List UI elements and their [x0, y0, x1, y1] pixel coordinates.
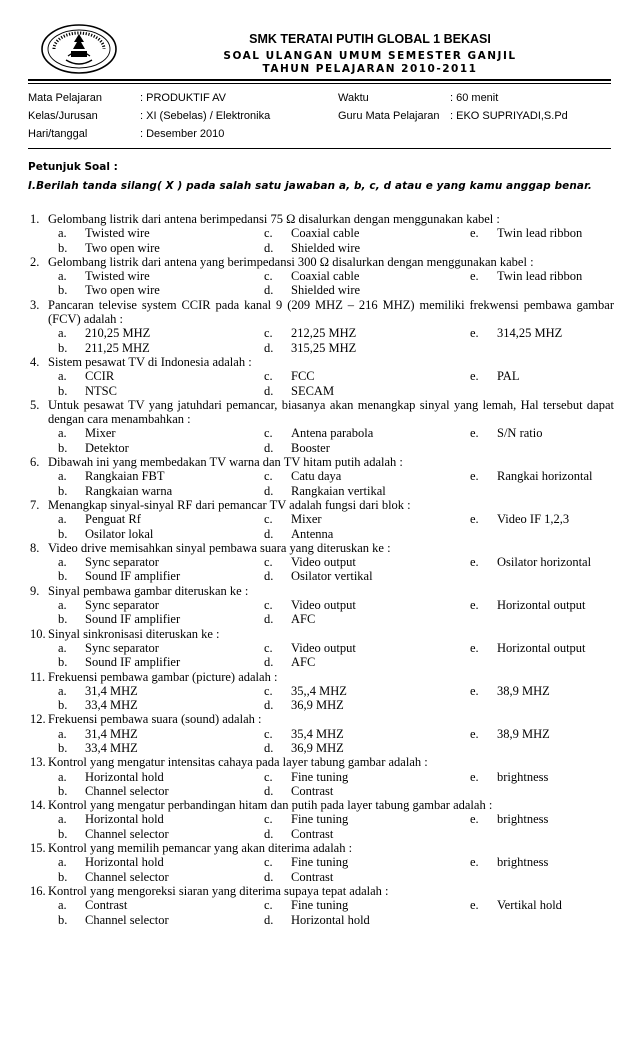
option-letter: e.: [470, 598, 479, 613]
option-letter: c.: [264, 726, 273, 741]
option-d[interactable]: AFC: [291, 655, 316, 670]
question-number: 15.: [30, 841, 46, 856]
option-d[interactable]: Booster: [291, 440, 330, 455]
class-value: : XI (Sebelas) / Elektronika: [140, 110, 271, 122]
option-letter: a.: [58, 812, 67, 827]
question-number: 8.: [30, 540, 40, 555]
option-letter: d.: [264, 440, 274, 455]
option-e[interactable]: 314,25 MHZ: [497, 326, 563, 341]
options-row-ace: [30, 684, 614, 698]
option-c[interactable]: Video output: [291, 598, 356, 613]
options-row-ace: [30, 469, 614, 483]
option-c[interactable]: Fine tuning: [291, 898, 349, 913]
options-row-bd: [30, 698, 614, 712]
option-letter: d.: [264, 383, 274, 398]
option-e[interactable]: 38,9 MHZ: [497, 726, 550, 741]
question-number: 14.: [30, 798, 46, 813]
question-6: [30, 455, 614, 469]
option-e[interactable]: Twin lead ribbon: [497, 226, 583, 241]
question-4: [30, 355, 614, 369]
option-letter: e.: [470, 469, 479, 484]
option-e[interactable]: brightness: [497, 812, 549, 827]
question-11: [30, 670, 614, 684]
option-letter: b.: [58, 869, 68, 884]
option-letter: c.: [264, 269, 273, 284]
option-d[interactable]: 36,9 MHZ: [291, 740, 344, 755]
option-letter: b.: [58, 740, 68, 755]
question-list: [30, 212, 614, 927]
option-b[interactable]: NTSC: [85, 383, 117, 398]
option-letter: b.: [58, 283, 68, 298]
option-letter: e.: [470, 640, 479, 655]
options-row-ace: [30, 812, 614, 826]
option-letter: c.: [264, 512, 273, 527]
option-a[interactable]: Sync separator: [85, 640, 159, 655]
subject-label: Mata Pelajaran: [28, 92, 102, 104]
question-number: 6.: [30, 455, 40, 470]
option-c[interactable]: Catu daya: [291, 469, 342, 484]
option-letter: a.: [58, 369, 67, 384]
options-row-bd: [30, 441, 614, 455]
option-e[interactable]: Osilator horizontal: [497, 555, 592, 570]
option-e[interactable]: 38,9 MHZ: [497, 683, 550, 698]
option-c[interactable]: Video output: [291, 555, 356, 570]
option-letter: b.: [58, 440, 68, 455]
option-letter: a.: [58, 640, 67, 655]
option-letter: a.: [58, 855, 67, 870]
option-b[interactable]: Sound IF amplifier: [85, 655, 181, 670]
option-a[interactable]: Sync separator: [85, 555, 159, 570]
question-number: 2.: [30, 254, 40, 269]
time-label: Waktu: [338, 92, 369, 104]
option-letter: d.: [264, 912, 274, 927]
option-letter: e.: [470, 812, 479, 827]
option-e[interactable]: Horizontal output: [497, 598, 586, 613]
option-letter: b.: [58, 698, 68, 713]
question-text: Pancaran televise system CCIR pada kanal 9 (209 MHZ – 216 MHZ) memiliki frekwensi pembawa gambar: [48, 297, 614, 312]
options-row-ace: [30, 855, 614, 869]
options-row-bd: [30, 569, 614, 583]
option-d[interactable]: SECAM: [291, 383, 335, 398]
question-7: [30, 498, 614, 512]
option-d[interactable]: Shielded wire: [291, 240, 361, 255]
option-letter: c.: [264, 369, 273, 384]
options-row-ace: [30, 426, 614, 440]
option-c[interactable]: 35,4 MHZ: [291, 726, 344, 741]
option-b[interactable]: Channel selector: [85, 783, 169, 798]
option-letter: d.: [264, 283, 274, 298]
option-letter: a.: [58, 598, 67, 613]
time-value: : 60 menit: [450, 92, 499, 104]
option-a[interactable]: 210,25 MHZ: [85, 326, 151, 341]
option-c[interactable]: FCC: [291, 369, 315, 384]
question-text: Frekuensi pembawa gambar (picture) adalah :: [48, 669, 278, 684]
options-row-bd: [30, 784, 614, 798]
option-letter: b.: [58, 383, 68, 398]
option-b[interactable]: Channel selector: [85, 912, 169, 927]
question-number: 7.: [30, 497, 40, 512]
question-text-continued: dengan cara menambahkan :: [48, 412, 191, 427]
option-e[interactable]: Vertikal hold: [497, 898, 562, 913]
option-letter: b.: [58, 240, 68, 255]
class-label: Kelas/Jurusan: [28, 110, 98, 122]
option-c[interactable]: Antena parabola: [291, 426, 374, 441]
option-e[interactable]: brightness: [497, 769, 549, 784]
question-text: Video drive memisahkan sinyal pembawa suara yang diteruskan ke :: [48, 540, 391, 555]
options-row-bd: [30, 527, 614, 541]
option-letter: a.: [58, 226, 67, 241]
option-letter: b.: [58, 483, 68, 498]
options-row-ace: [30, 727, 614, 741]
option-letter: e.: [470, 555, 479, 570]
option-letter: e.: [470, 512, 479, 527]
option-b[interactable]: Rangkaian warna: [85, 483, 173, 498]
option-a[interactable]: 31,4 MHZ: [85, 726, 138, 741]
question-text: Menangkap sinyal-sinyal RF dari pemancar TV adalah fungsi dari blok :: [48, 497, 411, 512]
option-letter: a.: [58, 726, 67, 741]
option-letter: b.: [58, 912, 68, 927]
option-e[interactable]: brightness: [497, 855, 549, 870]
question-number: 5.: [30, 397, 40, 412]
options-row-ace: [30, 369, 614, 383]
question-text: Sistem pesawat TV di Indonesia adalah :: [48, 354, 252, 369]
option-letter: b.: [58, 526, 68, 541]
school-name: SMK TERATAI PUTIH GLOBAL 1 BEKASI: [249, 32, 491, 46]
option-a[interactable]: Sync separator: [85, 598, 159, 613]
instructions-text: I.Berilah tanda silang( X ) pada salah satu jawaban a, b, c, d atau e yang kamu anggap benar.: [28, 180, 592, 192]
question-12: [30, 712, 614, 726]
option-d[interactable]: Contrast: [291, 826, 334, 841]
option-a[interactable]: Penguat Rf: [85, 512, 141, 527]
option-c[interactable]: Fine tuning: [291, 769, 349, 784]
option-a[interactable]: CCIR: [85, 369, 115, 384]
options-row-bd: [30, 741, 614, 755]
option-letter: d.: [264, 783, 274, 798]
question-5-continued: [30, 412, 614, 426]
option-c[interactable]: 35,,4 MHZ: [291, 683, 347, 698]
option-letter: e.: [470, 226, 479, 241]
options-row-bd: [30, 341, 614, 355]
option-letter: a.: [58, 469, 67, 484]
option-letter: a.: [58, 683, 67, 698]
question-text-continued: (FCV) adalah :: [48, 312, 123, 327]
question-10: [30, 627, 614, 641]
option-a[interactable]: Contrast: [85, 898, 128, 913]
question-3-continued: [30, 312, 614, 326]
option-letter: a.: [58, 555, 67, 570]
option-c[interactable]: Coaxial cable: [291, 269, 360, 284]
option-d[interactable]: Rangkaian vertikal: [291, 483, 386, 498]
question-1: [30, 212, 614, 226]
option-a[interactable]: 31,4 MHZ: [85, 683, 138, 698]
option-d[interactable]: Shielded wire: [291, 283, 361, 298]
option-letter: e.: [470, 855, 479, 870]
option-letter: b.: [58, 826, 68, 841]
option-letter: e.: [470, 326, 479, 341]
option-letter: d.: [264, 240, 274, 255]
option-a[interactable]: Horizontal hold: [85, 855, 164, 870]
question-5: [30, 398, 614, 412]
options-row-ace: [30, 269, 614, 283]
option-letter: a.: [58, 898, 67, 913]
teacher-value: : EKO SUPRIYADI,S.Pd: [450, 110, 568, 122]
date-value: : Desember 2010: [140, 128, 225, 140]
option-b[interactable]: 33,4 MHZ: [85, 698, 138, 713]
question-14: [30, 798, 614, 812]
question-text: Gelombang listrik dari antena yang berimpedansi 300 Ω disalurkan dengan menggunakan kabel :: [48, 254, 534, 269]
option-b[interactable]: 211,25 MHZ: [85, 340, 150, 355]
option-a[interactable]: Rangkaian FBT: [85, 469, 165, 484]
option-d[interactable]: Osilator vertikal: [291, 569, 373, 584]
option-a[interactable]: Twisted wire: [85, 226, 150, 241]
question-text: Sinyal pembawa gambar diteruskan ke :: [48, 583, 249, 598]
option-letter: a.: [58, 512, 67, 527]
question-text: Untuk pesawat TV yang jatuhdari pemancar, biasanya akan menangkap sinyal yang lemah, Hal tersebut dapat: [48, 397, 614, 412]
option-e[interactable]: Horizontal output: [497, 640, 586, 655]
option-letter: c.: [264, 812, 273, 827]
options-row-bd: [30, 612, 614, 626]
option-letter: e.: [470, 726, 479, 741]
option-letter: c.: [264, 898, 273, 913]
option-letter: c.: [264, 598, 273, 613]
option-letter: d.: [264, 826, 274, 841]
option-d[interactable]: Contrast: [291, 783, 334, 798]
option-c[interactable]: Fine tuning: [291, 812, 349, 827]
question-number: 13.: [30, 755, 46, 770]
options-row-bd: [30, 384, 614, 398]
option-letter: c.: [264, 640, 273, 655]
question-number: 1.: [30, 212, 40, 226]
options-row-ace: [30, 512, 614, 526]
option-b[interactable]: Detektor: [85, 440, 129, 455]
option-b[interactable]: Channel selector: [85, 869, 169, 884]
question-number: 9.: [30, 583, 40, 598]
option-letter: d.: [264, 340, 274, 355]
option-c[interactable]: 212,25 MHZ: [291, 326, 357, 341]
option-letter: c.: [264, 226, 273, 241]
option-letter: c.: [264, 855, 273, 870]
question-8: [30, 541, 614, 555]
option-c[interactable]: Fine tuning: [291, 855, 349, 870]
options-row-ace: [30, 898, 614, 912]
options-row-ace: [30, 770, 614, 784]
info-divider: [28, 148, 611, 149]
option-a[interactable]: Twisted wire: [85, 269, 150, 284]
option-letter: c.: [264, 683, 273, 698]
option-d[interactable]: AFC: [291, 612, 316, 627]
instructions-label: Petunjuk Soal :: [28, 161, 118, 173]
option-d[interactable]: Antenna: [291, 526, 334, 541]
exam-title: SOAL ULANGAN UMUM SEMESTER GANJIL: [223, 50, 517, 62]
options-row-bd: [30, 484, 614, 498]
option-d[interactable]: Horizontal hold: [291, 912, 370, 927]
option-d[interactable]: 315,25 MHZ: [291, 340, 357, 355]
option-letter: d.: [264, 740, 274, 755]
question-number: 4.: [30, 354, 40, 369]
option-e[interactable]: PAL: [497, 369, 520, 384]
option-letter: b.: [58, 569, 68, 584]
option-c[interactable]: Video output: [291, 640, 356, 655]
options-row-bd: [30, 913, 614, 927]
option-c[interactable]: Coaxial cable: [291, 226, 360, 241]
question-2: [30, 255, 614, 269]
option-letter: d.: [264, 569, 274, 584]
question-text: Sinyal sinkronisasi diteruskan ke :: [48, 626, 220, 641]
option-b[interactable]: Two open wire: [85, 283, 160, 298]
option-letter: c.: [264, 555, 273, 570]
option-a[interactable]: Mixer: [85, 426, 116, 441]
options-row-ace: [30, 226, 614, 240]
option-letter: b.: [58, 340, 68, 355]
option-letter: d.: [264, 698, 274, 713]
option-letter: a.: [58, 326, 67, 341]
option-letter: d.: [264, 483, 274, 498]
option-letter: d.: [264, 612, 274, 627]
option-letter: c.: [264, 769, 273, 784]
options-row-ace: [30, 555, 614, 569]
option-b[interactable]: Channel selector: [85, 826, 169, 841]
question-9: [30, 584, 614, 598]
options-row-bd: [30, 870, 614, 884]
question-text: Frekuensi pembawa suara (sound) adalah :: [48, 712, 262, 727]
exam-year: TAHUN PELAJARAN 2010-2011: [262, 63, 478, 75]
options-row-bd: [30, 655, 614, 669]
question-number: 12.: [30, 712, 46, 727]
options-row-ace: [30, 641, 614, 655]
options-row-bd: [30, 241, 614, 255]
option-b[interactable]: Sound IF amplifier: [85, 569, 181, 584]
question-number: 11.: [30, 669, 46, 684]
option-letter: b.: [58, 783, 68, 798]
question-text: Kontrol yang mengatur intensitas cahaya pada layer tabung gambar adalah :: [48, 755, 428, 770]
option-letter: a.: [58, 269, 67, 284]
options-row-ace: [30, 598, 614, 612]
option-letter: a.: [58, 426, 67, 441]
question-text: Kontrol yang memilih pemancar yang akan diterima adalah :: [48, 841, 353, 856]
question-number: 16.: [30, 883, 46, 898]
option-a[interactable]: Horizontal hold: [85, 812, 164, 827]
option-letter: d.: [264, 655, 274, 670]
question-text: Kontrol yang mengoreksi siaran yang diterima supaya tepat adalah :: [48, 883, 389, 898]
option-letter: d.: [264, 526, 274, 541]
option-letter: a.: [58, 769, 67, 784]
header-divider: [28, 79, 611, 81]
date-label: Hari/tanggal: [28, 128, 88, 140]
school-logo-icon: [38, 22, 120, 76]
option-e[interactable]: S/N ratio: [497, 426, 543, 441]
options-row-ace: [30, 326, 614, 340]
option-letter: e.: [470, 769, 479, 784]
option-b[interactable]: Sound IF amplifier: [85, 612, 181, 627]
question-3: [30, 298, 614, 312]
option-c[interactable]: Mixer: [291, 512, 322, 527]
option-letter: c.: [264, 426, 273, 441]
option-letter: e.: [470, 426, 479, 441]
option-letter: c.: [264, 326, 273, 341]
question-text: Dibawah ini yang membedakan TV warna dan TV hitam putih adalah :: [48, 455, 403, 470]
question-16: [30, 884, 614, 898]
option-b[interactable]: Osilator lokal: [85, 526, 154, 541]
option-a[interactable]: Horizontal hold: [85, 769, 164, 784]
option-letter: b.: [58, 655, 68, 670]
option-b[interactable]: 33,4 MHZ: [85, 740, 138, 755]
option-b[interactable]: Two open wire: [85, 240, 160, 255]
option-e[interactable]: Rangkai horizontal: [497, 469, 593, 484]
question-number: 10.: [30, 626, 46, 641]
option-e[interactable]: Video IF 1,2,3: [497, 512, 570, 527]
question-text: Gelombang listrik dari antena berimpedansi 75 Ω disalurkan dengan menggunakan kabel :: [48, 212, 500, 226]
question-13: [30, 755, 614, 769]
option-letter: e.: [470, 369, 479, 384]
option-letter: c.: [264, 469, 273, 484]
option-d[interactable]: 36,9 MHZ: [291, 698, 344, 713]
option-letter: d.: [264, 869, 274, 884]
question-text: Kontrol yang mengatur perbandingan hitam dan putih pada layer tabung gambar adalah :: [48, 798, 493, 813]
option-letter: e.: [470, 269, 479, 284]
option-letter: e.: [470, 898, 479, 913]
options-row-bd: [30, 827, 614, 841]
teacher-label: Guru Mata Pelajaran: [338, 110, 440, 122]
header-divider-thin: [28, 83, 611, 84]
option-letter: b.: [58, 612, 68, 627]
option-d[interactable]: Contrast: [291, 869, 334, 884]
option-letter: e.: [470, 683, 479, 698]
subject-value: : PRODUKTIF AV: [140, 92, 226, 104]
question-number: 3.: [30, 297, 40, 312]
options-row-bd: [30, 283, 614, 297]
option-e[interactable]: Twin lead ribbon: [497, 269, 583, 284]
question-15: [30, 841, 614, 855]
